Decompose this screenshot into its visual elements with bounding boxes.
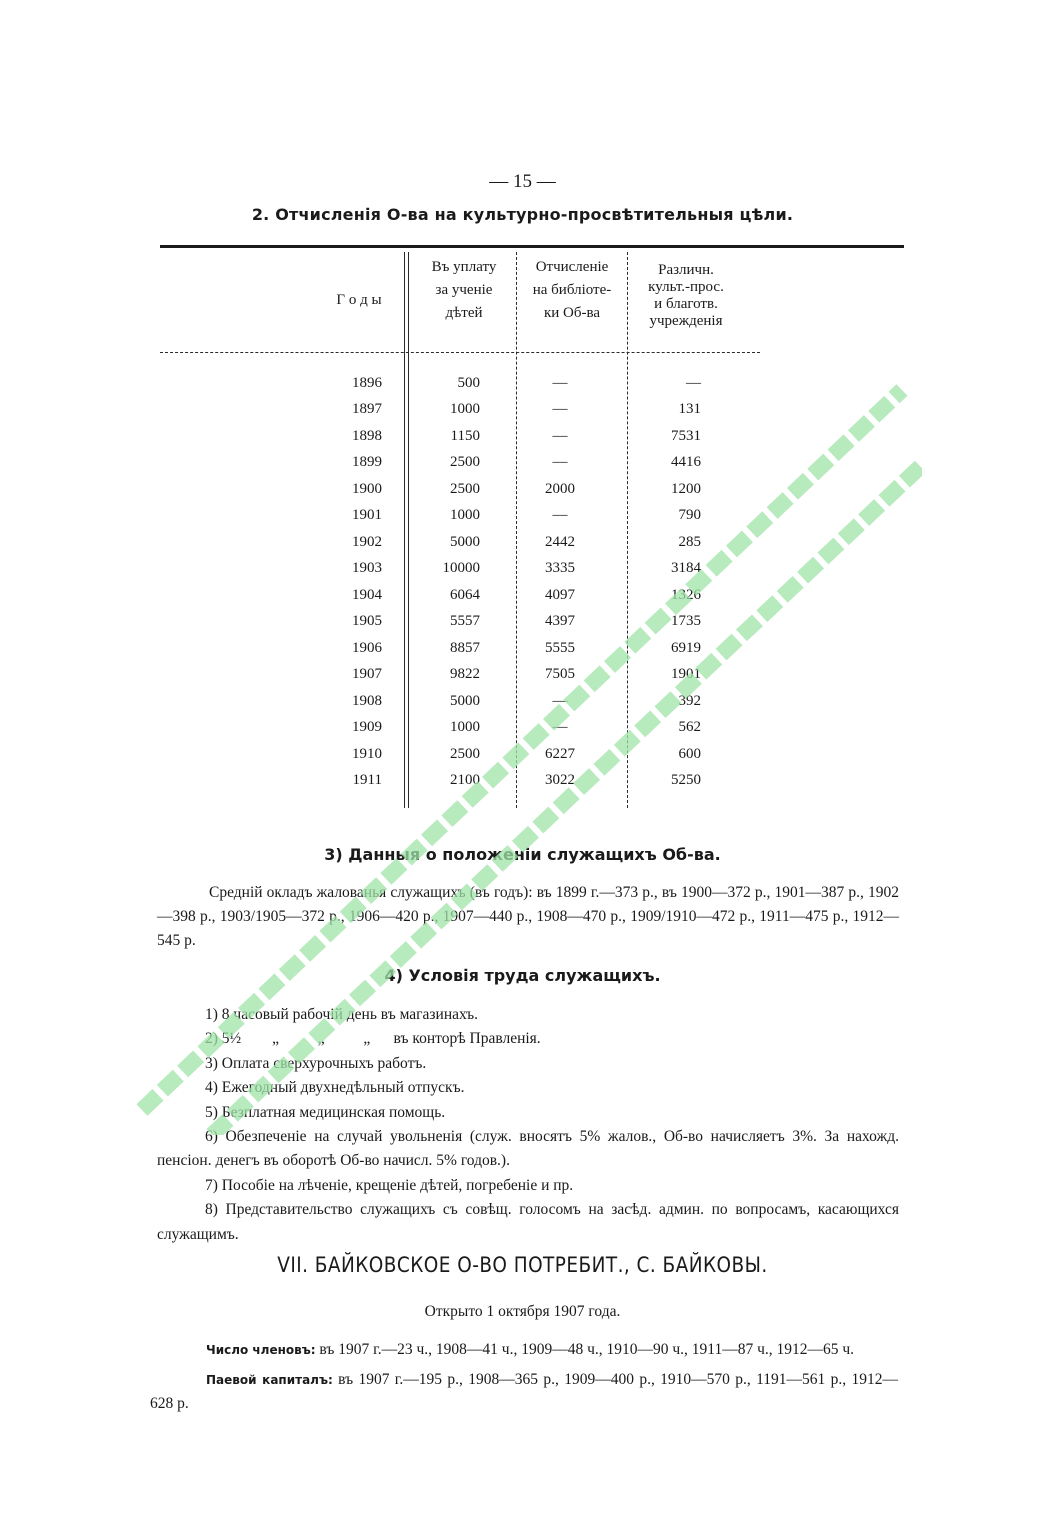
list-item: 6) Обезпеченіе на случай увольненія (служ. вносятъ 5% жалов., Об-во начисляетъ 3%. За нахожд. пенсіон. денегъ въ оборотѣ Об-во начисл. 5% годов.). — [157, 1128, 899, 1170]
table-row: 1896 500 — — — [352, 375, 701, 391]
table-row: 1905 5557 4397 1735 — [352, 613, 701, 629]
table-row: 1910 2500 6227 600 — [352, 746, 701, 762]
table-row: 1902 5000 2442 285 — [352, 534, 701, 550]
table-row: 1911 2100 3022 5250 — [352, 772, 701, 788]
header-years: Г о д ы — [336, 292, 382, 308]
list-item: 2) 5½ „ „ „ въ конторѣ Правленія. — [205, 1030, 541, 1048]
header-library: Отчисленіе на библіоте- ки Об-ва — [532, 259, 612, 321]
table-row: 1901 1000 — 790 — [352, 507, 701, 523]
table-row: 1904 6064 4097 1326 — [352, 587, 701, 603]
table-row: 1900 2500 2000 1200 — [352, 481, 701, 497]
section4-heading: 4) Условія труда служащихъ. — [384, 966, 661, 985]
page-number: — 15 — — [489, 171, 556, 192]
table-row: 1897 1000 — 131 — [352, 401, 701, 417]
section3-heading: 3) Данныя о положеніи служащихъ Об-ва. — [324, 845, 721, 864]
header-tuition: Въ уплату за ученіе дѣтей — [431, 259, 497, 321]
section7-facts — [150, 1338, 898, 1422]
list-item: 7) Пособіе на лѣченіе, крещеніе дѣтей, погребеніе и пр. — [205, 1176, 574, 1194]
list-item: 3) Оплата сверхурочныхъ работъ. — [205, 1054, 427, 1072]
list-item: 4) Ежегодный двухнедѣльный отпускъ. — [205, 1079, 465, 1097]
header-institutions: Различн. культ.-прос. и благотв. учрежденія — [648, 262, 724, 329]
table-row: 1907 9822 7505 1901 — [352, 666, 701, 682]
list-item: 8) Представительство служащихъ съ совѣщ. голосомъ на засѣд. админ. по вопросамъ, касающихся служащимъ. — [157, 1201, 899, 1243]
table-row: 1909 1000 — 562 — [352, 719, 701, 735]
table-row: 1898 1150 — 7531 — [352, 428, 701, 444]
table-row: 1899 2500 — 4416 — [352, 454, 701, 470]
header-separator — [160, 352, 760, 353]
opened-date: Открыто 1 октября 1907 года. — [424, 1303, 621, 1320]
table-row: 1908 5000 — 392 — [352, 693, 701, 709]
list-item: 5) Безплатная медицинская помощь. — [205, 1103, 446, 1121]
table-top-rule — [160, 245, 904, 248]
list-item: 1) 8 часовый рабочій день въ магазинахъ. — [205, 1006, 479, 1023]
section3-paragraph: Средній окладъ жалованья служащихъ (въ годъ): въ 1899 г.—373 р., въ 1900—372 р., 1901—387 р., 1902—398 р., 1903/1905—372 р., 1906—420 р., 1907—440 р., 1908—470 р., 1909/1910—472 р., 1911—475 р., 1912—545 р. — [157, 884, 899, 949]
capital-line: Паевой капиталъ: въ 1907 г.—195 р., 1908—365 р., 1909—400 р., 1910—570 р., 1191—561 р., 1912—628 р. — [150, 1371, 899, 1412]
table-title: 2. Отчисленія О-ва на культурно-просвѣтительныя цѣли. — [251, 205, 794, 224]
conditions-list — [157, 1003, 899, 1247]
section7-heading: VII. БАЙКОВСКОЕ О-ВО ПОТРЕБИТ., С. БАЙКОВЫ. — [277, 1253, 768, 1277]
table-row: 1903 10000 3335 3184 — [352, 560, 701, 576]
members-line: Число членовъ: въ 1907 г.—23 ч., 1908—41 ч., 1909—48 ч., 1910—90 ч., 1911—87 ч., 1912—65 ч. — [206, 1341, 855, 1358]
table-row: 1906 8857 5555 6919 — [352, 640, 701, 656]
